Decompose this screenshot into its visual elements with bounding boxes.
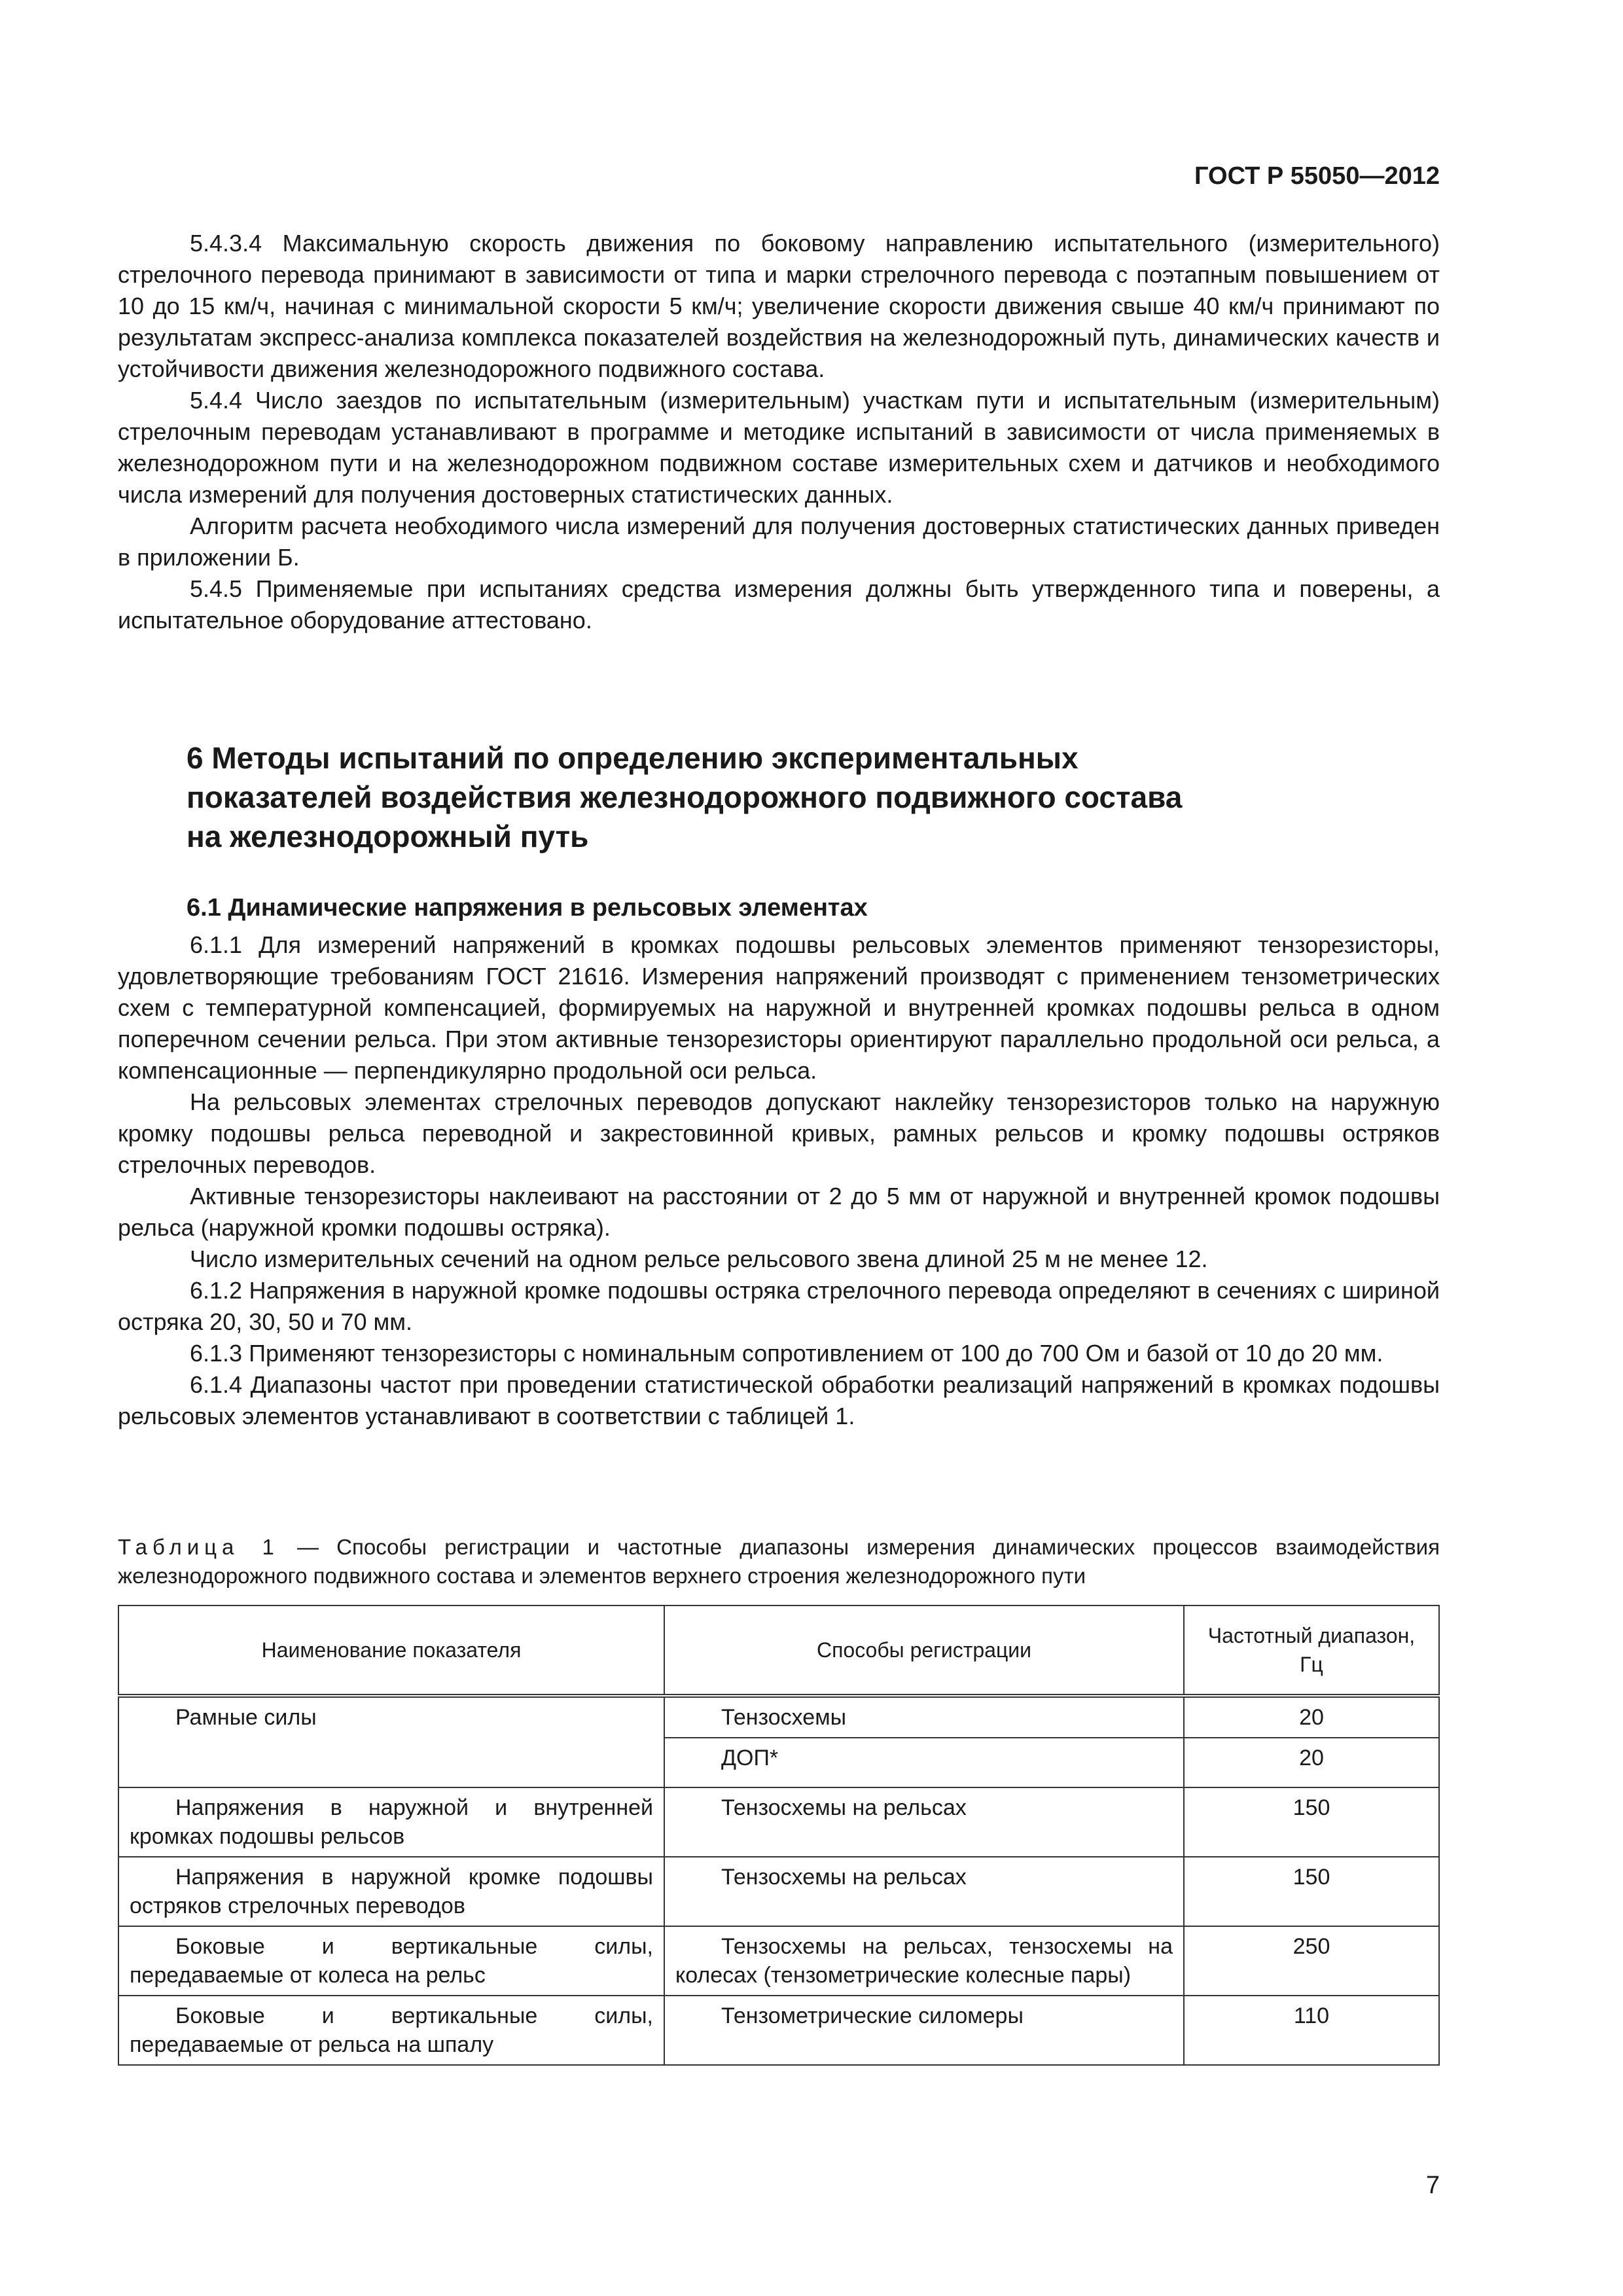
paragraph-5-4-3-4: 5.4.3.4 Максимальную скорость движения по боковому направлению испытательного (измерительного) стрелочного перевода принимают в зависимости от типа и марки стрелочного перевода с поэтапным повышением от 10 до 15 км/ч, начиная с минимальной скорости 5 км/ч; увеличение скорости движения свыше 40 км/ч принимают по результатам экспресс-анализа комплекса показателей воздействия на железнодорожный путь, динамических качеств и устойчивости движения железнодорожного подвижного состава. [118, 230, 1440, 382]
indicator-cell: Рамные силы [118, 1696, 664, 1787]
paragraph-5-4-5: 5.4.5 Применяемые при испытаниях средства измерения должны быть утвержденного типа и поверены, а испытательное оборудование аттестовано. [118, 575, 1440, 634]
paragraph-6-1-3: 6.1.3 Применяют тензорезисторы с номинальным сопротивлением от 100 до 700 Ом и базой от 10 до 20 мм. [190, 1340, 1383, 1367]
table-caption [118, 1533, 1440, 1590]
page-number: 7 [1425, 2172, 1440, 2199]
table-row [118, 1787, 1439, 1857]
table-row [118, 1696, 1439, 1738]
indicator-cell: Напряжения в наружной кромке подошвы остряков стрелочных переводов [118, 1857, 664, 1926]
section-title-line: 6 Методы испытаний по определению экспериментальных [187, 741, 1079, 775]
header-indicator: Наименование показателя [118, 1605, 664, 1696]
section-paragraphs [118, 929, 1440, 1432]
paragraph-algorithm: Алгоритм расчета необходимого числа измерений для получения достоверных статистических данных приведен в приложении Б. [118, 512, 1440, 571]
header-frequency: Частотный диапазон, Гц [1184, 1605, 1439, 1696]
table-caption-text: — Способы регистрации и частотные диапазоны измерения динамических процессов взаимодействия железнодорожного подвижного состава и элементов верхнего строения железнодорожного пути [118, 1535, 1440, 1588]
table-row [118, 1926, 1439, 1996]
table-row [118, 1996, 1439, 2065]
method-cell: Тензосхемы на рельсах [664, 1787, 1184, 1857]
section-title-line: на железнодорожный путь [187, 819, 589, 853]
indicator-cell: Напряжения в наружной и внутренней кромках подошвы рельсов [118, 1787, 664, 1857]
method-cell: Тензосхемы [664, 1696, 1184, 1738]
header-method: Способы регистрации [664, 1605, 1184, 1696]
table-row [118, 1857, 1439, 1926]
freq-cell: 20 [1184, 1696, 1439, 1738]
paragraph-sections-count: Число измерительных сечений на одном рельсе рельсового звена длиной 25 м не менее 12. [190, 1246, 1208, 1272]
freq-cell: 150 [1184, 1787, 1439, 1857]
table-caption-label: Таблица 1 [118, 1535, 279, 1559]
freq-cell: 150 [1184, 1857, 1439, 1926]
top-paragraphs [118, 228, 1440, 636]
indicator-cell: Боковые и вертикальные силы, передаваемые от рельса на шпалу [118, 1996, 664, 2065]
paragraph-6-1-1: 6.1.1 Для измерений напряжений в кромках подошвы рельсовых элементов применяют тензорезисторы, удовлетворяющие требованиям ГОСТ 21616. Измерения напряжений производят с применением тензометрических схем с температурной компенсацией, формируемых на наружной и внутренней кромках подошвы рельса в одном поперечном сечении рельса. При этом активные тензорезисторы ориентируют параллельно продольной оси рельса, а компенсационные — перпендикулярно продольной оси рельса. [118, 931, 1440, 1084]
freq-cell: 110 [1184, 1996, 1439, 2065]
indicator-cell: Боковые и вертикальные силы, передаваемые от колеса на рельс [118, 1926, 664, 1996]
paragraph-switch-elements: На рельсовых элементах стрелочных переводов допускают наклейку тензорезисторов только на наружную кромку подошвы рельса переводной и закрестовинной кривых, рамных рельсов и кромку подошвы остряков стрелочных переводов. [118, 1088, 1440, 1178]
paragraph-6-1-2: 6.1.2 Напряжения в наружной кромке подошвы остряка стрелочного перевода определяют в сечениях с шириной остряка 20, 30, 50 и 70 мм. [118, 1277, 1440, 1335]
document-header: ГОСТ Р 55050—2012 [1194, 162, 1440, 190]
section-6-title [187, 738, 1430, 856]
freq-cell: 20 [1184, 1738, 1439, 1787]
freq-cell: 250 [1184, 1926, 1439, 1996]
method-cell: Тензосхемы на рельсах, тензосхемы на колесах (тензометрические колесные пары) [664, 1926, 1184, 1996]
method-cell: Тензометрические силомеры [664, 1996, 1184, 2065]
section-title-line: показателей воздействия железнодорожного подвижного состава [187, 780, 1183, 814]
table-1 [118, 1605, 1440, 2066]
table-header-row [118, 1605, 1439, 1696]
subsection-6-1-title: 6.1 Динамические напряжения в рельсовых элементах [187, 894, 868, 922]
method-cell: ДОП* [664, 1738, 1184, 1787]
paragraph-5-4-4: 5.4.4 Число заездов по испытательным (измерительным) участкам пути и испытательным (измерительным) стрелочным переводам устанавливают в программе и методике испытаний в зависимости от числа применяемых в железнодорожном пути и на железнодорожном подвижном составе измерительных схем и датчиков и необходимого числа измерений для получения достоверных статистических данных. [118, 387, 1440, 508]
paragraph-6-1-4: 6.1.4 Диапазоны частот при проведении статистической обработки реализаций напряжений в кромках подошвы рельсовых элементов устанавливают в соответствии с таблицей 1. [118, 1371, 1440, 1429]
method-cell: Тензосхемы на рельсах [664, 1857, 1184, 1926]
paragraph-active-sensors: Активные тензорезисторы наклеивают на расстоянии от 2 до 5 мм от наружной и внутренней кромок подошвы рельса (наружной кромки подошвы остряка). [118, 1183, 1440, 1241]
